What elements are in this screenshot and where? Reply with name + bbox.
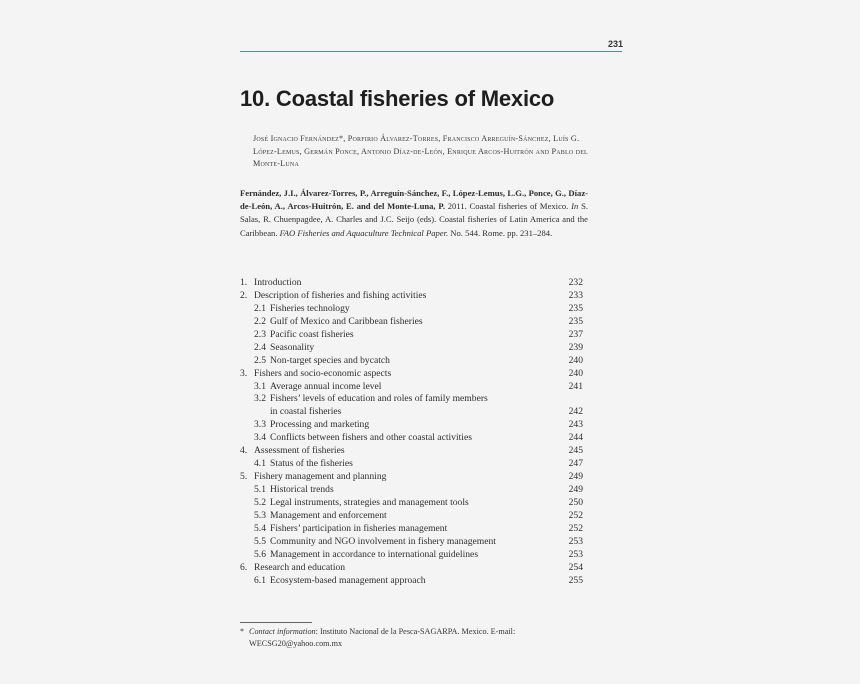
toc-entry	[240, 290, 586, 303]
toc-entry	[240, 342, 586, 355]
toc-entry-page: 232	[568, 277, 583, 288]
toc-entry-title: Community and NGO involvement in fishery management	[270, 535, 496, 547]
toc-entry	[240, 549, 586, 562]
toc-entry-title: Processing and marketing	[270, 419, 370, 431]
toc-entry-number: 5.5	[254, 535, 266, 547]
toc-entry	[240, 393, 586, 406]
toc-entry-number: 2.2	[254, 315, 266, 327]
toc-entry-number: 1.	[240, 277, 248, 288]
toc-entry-number: 3.2	[254, 393, 266, 405]
toc-entry-title: Description of fisheries and fishing activities	[254, 289, 427, 301]
toc-entry-page: 235	[568, 315, 583, 327]
toc-entry	[240, 419, 586, 432]
page-number: 231	[608, 39, 624, 49]
toc-entry-title: Fishers and socio-economic aspects	[254, 367, 392, 379]
toc-entry-page: 235	[568, 302, 583, 314]
toc-entry	[240, 484, 586, 497]
toc-entry-title: Historical trends	[270, 484, 334, 495]
toc-entry	[240, 381, 586, 394]
toc-entry-number: 5.	[240, 471, 248, 483]
chapter-title: 10. Coastal fisheries of Mexico	[240, 86, 555, 111]
toc-entry	[240, 523, 586, 536]
toc-entry-title: Introduction	[254, 277, 302, 288]
toc-entry-number: 2.4	[254, 341, 266, 353]
toc-entry-number: 6.	[240, 561, 248, 573]
footnote-body	[249, 626, 586, 649]
toc-entry	[240, 510, 586, 523]
footnote-text: : Instituto Nacional de la Pesca-SAGARPA. Mexico. E-mail: WECSG20@yahoo.com.mx	[249, 627, 516, 648]
toc-entry-page: 240	[568, 354, 583, 366]
toc-entry-number: 5.2	[254, 496, 266, 508]
toc-entry-page: 239	[568, 341, 583, 353]
toc-entry-title: Non-target species and bycatch	[270, 354, 390, 366]
toc-entry-title: Fisheries technology	[270, 302, 350, 314]
toc-entry-number: 2.3	[254, 328, 266, 340]
toc-entry	[240, 497, 586, 510]
toc-entry-number: 3.	[240, 367, 248, 379]
toc-entry-page: 237	[568, 328, 583, 340]
toc-entry-title: Fishery management and planning	[254, 471, 387, 483]
toc-entry-title: Management in accordance to international guidelines	[270, 548, 479, 560]
footnote-label: Contact information	[249, 627, 316, 636]
toc-entry	[240, 329, 586, 342]
footnote-mark: *	[240, 627, 245, 636]
toc-entry-page: 243	[568, 419, 583, 431]
toc-entry-page: 255	[568, 574, 583, 586]
toc-entry-page: 253	[568, 535, 583, 547]
toc-entry-page: 245	[568, 445, 583, 457]
citation-year: 2011. Coastal fisheries of Mexico.	[444, 201, 572, 212]
citation-in: In	[571, 201, 579, 212]
toc-entry-title: Ecosystem-based management approach	[270, 574, 426, 586]
toc-entry-page: 240	[568, 367, 583, 379]
toc-entry-number: 2.1	[254, 302, 266, 314]
toc-entry	[240, 536, 586, 549]
toc-entry-number: 2.	[240, 289, 248, 301]
toc-entry	[240, 445, 586, 458]
toc-entry-title: Legal instruments, strategies and management tools	[270, 496, 469, 508]
toc-entry-number: 5.6	[254, 548, 266, 560]
toc-entry	[240, 368, 586, 381]
toc-entry-page: 253	[568, 548, 583, 560]
toc-entry-page: 254	[568, 561, 583, 573]
toc-entry-number: 3.1	[254, 380, 266, 392]
toc-entry	[240, 355, 586, 368]
toc-entry-number: 3.4	[254, 432, 266, 444]
toc-entry-number: 3.3	[254, 419, 266, 431]
toc-entry-title: Conflicts between fishers and other coastal activities	[270, 432, 472, 444]
toc-entry	[240, 406, 586, 419]
toc-entry-number: 5.1	[254, 484, 266, 495]
citation-series: FAO Fisheries and Aquaculture Technical Paper.	[279, 227, 449, 238]
toc-entry-number: 5.4	[254, 522, 266, 534]
citation-tail: No. 544. Rome. pp. 231–284.	[448, 227, 553, 238]
toc-entry-title: Assessment of fisheries	[254, 445, 345, 457]
toc-entry-title: Average annual income level	[270, 380, 382, 392]
toc-entry-page: 242	[568, 406, 583, 418]
toc-entry-title: Pacific coast fisheries	[270, 328, 354, 340]
toc-entry-number: 5.3	[254, 509, 266, 521]
toc-entry-page: 252	[568, 522, 583, 534]
toc-entry	[240, 316, 586, 329]
footnote-rule	[240, 622, 312, 623]
toc-entry-page: 252	[568, 509, 583, 521]
toc-entry	[240, 432, 586, 445]
toc-entry-page: 244	[568, 432, 583, 444]
toc-entry-page: 249	[568, 484, 583, 495]
toc-entry-page: 241	[568, 380, 583, 392]
table-of-contents	[240, 277, 586, 588]
toc-entry-number: 6.1	[254, 574, 266, 586]
toc-entry-page: 233	[568, 289, 583, 301]
citation-authors: Fernández, J.I., Álvarez-Torres, P., Arreguín-Sánchez, F., López-Lemus, L.G., Ponce, G., Díaz-de-León, A., Arcos-Huitrón, E. and del Monte-Luna, P.	[240, 188, 588, 212]
toc-entry-number: 4.1	[254, 458, 266, 470]
toc-entry	[240, 458, 586, 471]
toc-entry	[240, 471, 586, 484]
header-rule	[240, 51, 622, 52]
toc-entry-title: Research and education	[254, 561, 346, 573]
toc-entry	[240, 303, 586, 316]
toc-entry-title: in coastal fisheries	[270, 406, 342, 418]
toc-entry-page: 247	[568, 458, 583, 470]
toc-entry-title: Management and enforcement	[270, 509, 387, 521]
citation-editors: S. Salas, R. Chuenpagdee, A. Charles and J.C. Seijo (eds). Coastal fisheries of Latin America and the Caribbean.	[240, 201, 589, 238]
toc-entry-page: 249	[568, 471, 583, 483]
citation	[240, 187, 588, 240]
toc-entry	[240, 562, 586, 575]
toc-entry-number: 2.5	[254, 354, 266, 366]
toc-entry-title: Seasonality	[270, 341, 315, 353]
toc-entry-title: Fishers’ participation in fisheries management	[270, 522, 448, 534]
toc-entry-number: 4.	[240, 445, 248, 457]
toc-entry	[240, 277, 586, 290]
toc-entry	[240, 575, 586, 588]
toc-entry-title: Status of the fisheries	[270, 458, 353, 470]
author-list: José Ignacio Fernández*, Porfirio Álvarez-Torres, Francisco Arreguín-Sánchez, Luís G. López-Lemus, Germán Ponce, Antonio Díaz-de-León, Enrique Arcos-Huitrón and Pablo del Monte-Luna	[253, 134, 588, 169]
footnote	[240, 626, 586, 649]
toc-entry-title: Fishers’ levels of education and roles of family members	[270, 393, 488, 405]
toc-entry-title: Gulf of Mexico and Caribbean fisheries	[270, 315, 423, 327]
toc-entry-page: 250	[568, 496, 583, 508]
